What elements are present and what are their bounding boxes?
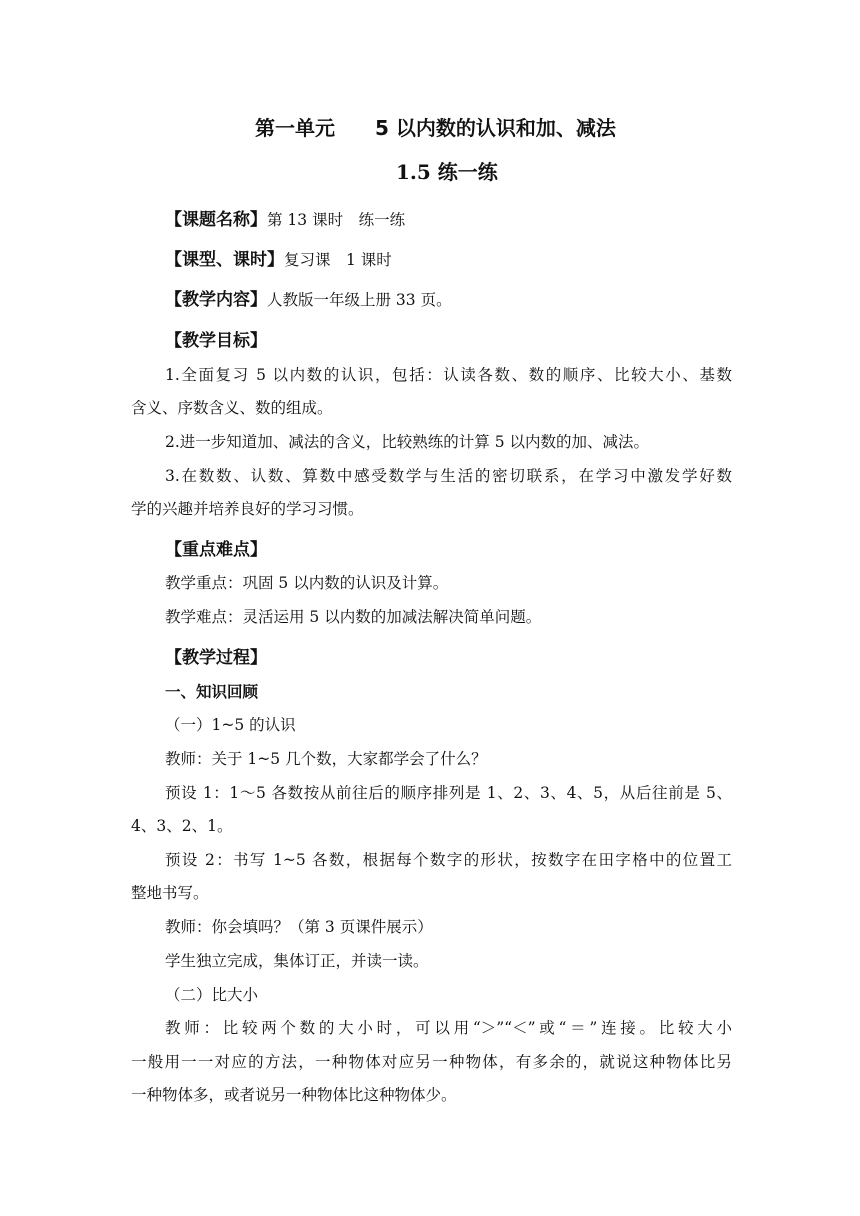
section-knowledge-review: 一、知识回顾	[165, 683, 259, 701]
lesson-content-value: 人教版一年级上册 33 页。	[267, 291, 452, 309]
teaching-focus: 教学重点：巩固 5 以内数的认识及计算。	[165, 574, 449, 592]
keypoints-heading: 【重点难点】	[165, 540, 267, 560]
unit-title: 第一单元 5 以内数的认识和加、减法	[255, 116, 616, 140]
goal-1-line-1: 1.全面复习 5 以内数的认识，包括：认读各数、数的顺序、比较大小、基数	[165, 366, 732, 384]
teaching-difficulty: 教学难点：灵活运用 5 以内数的加减法解决简单问题。	[165, 608, 542, 626]
goal-1-line-2: 含义、序数含义、数的组成。	[131, 399, 333, 417]
goal-2: 2.进一步知道加、减法的含义，比较熟练的计算 5 以内数的加、减法。	[165, 433, 650, 451]
goals-heading: 【教学目标】	[165, 331, 267, 351]
process-heading: 【教学过程】	[165, 648, 267, 668]
teacher-question-1: 教师：关于 1~5 几个数，大家都学会了什么？	[165, 750, 487, 768]
preset-1-line-1: 预设 1：1～5 各数按从前往后的顺序排列是 1、2、3、4、5，从后往前是 5、	[165, 784, 732, 802]
compare-line-2: 一般用一一对应的方法，一种物体对应另一种物体，有多余的，就说这种物体比另	[131, 1053, 732, 1071]
lesson-name-value: 第 13 课时 练一练	[267, 211, 406, 229]
lesson-type-value: 复习课 1 课时	[284, 251, 392, 269]
preset-1-line-2: 4、3、2、1。	[131, 817, 233, 835]
subsection-compare: （二）比大小	[165, 986, 259, 1004]
preset-2-line-1: 预设 2：书写 1~5 各数，根据每个数字的形状，按数字在田字格中的位置工	[165, 851, 732, 869]
lesson-name-label: 【课题名称】	[165, 210, 267, 230]
lesson-type-label: 【课型、课时】	[165, 250, 284, 270]
teacher-question-2: 教师：你会填吗？（第 3 页课件展示）	[165, 918, 433, 936]
lesson-type-row	[165, 250, 392, 270]
subsection-numbers-1-5: （一）1~5 的认识	[165, 716, 296, 734]
compare-line-1: 教师：比较两个数的大小时，可以用“＞”“＜”或“＝”连接。比较大小	[165, 1019, 732, 1037]
lesson-content-row	[165, 290, 452, 310]
goal-3-line-2: 学的兴趣并培养良好的学习习惯。	[131, 500, 364, 518]
lesson-name-row	[165, 210, 405, 230]
lesson-content-label: 【教学内容】	[165, 290, 267, 310]
preset-2-line-2: 整地书写。	[131, 884, 209, 902]
lesson-title: 1.5 练一练	[396, 160, 498, 184]
student-activity: 学生独立完成，集体订正，并读一读。	[165, 952, 429, 970]
compare-line-3: 一种物体多，或者说另一种物体比这种物体少。	[131, 1086, 457, 1104]
goal-3-line-1: 3.在数数、认数、算数中感受数学与生活的密切联系，在学习中激发学好数	[165, 467, 732, 485]
